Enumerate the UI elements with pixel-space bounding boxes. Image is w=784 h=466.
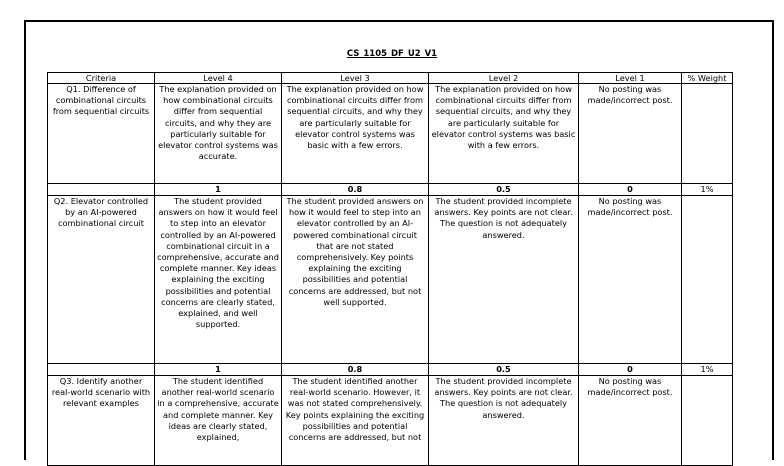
level-1-cell: No posting was made/incorrect post. bbox=[579, 196, 682, 364]
document-title: CS 1105 DF U2 V1 bbox=[346, 49, 438, 59]
table-row bbox=[48, 84, 733, 184]
header-level-3: Level 3 bbox=[282, 73, 429, 84]
level-3-cell: The explanation provided on how combinational circuits differ from sequential circuits, and why they are particularly suitable for elevator control systems was basic with a few errors. bbox=[282, 84, 429, 184]
header-level-4: Level 4 bbox=[155, 73, 282, 84]
score-level-1: 0 bbox=[579, 184, 682, 196]
level-2-cell: The student provided incomplete answers. Key points are not clear. The question is not adequately answered. bbox=[429, 196, 579, 364]
score-level-4: 1 bbox=[155, 184, 282, 196]
score-blank-cell bbox=[48, 364, 155, 376]
score-level-2: 0.5 bbox=[429, 184, 579, 196]
level-1-cell: No posting was made/incorrect post. bbox=[579, 84, 682, 184]
header-criteria: Criteria bbox=[48, 73, 155, 84]
level-2-cell: The explanation provided on how combinational circuits differ from sequential circuits, and why they are particularly suitable for elevator control systems was basic with a few errors. bbox=[429, 84, 579, 184]
score-row bbox=[48, 364, 733, 376]
header-row bbox=[48, 73, 733, 84]
score-level-1: 0 bbox=[579, 364, 682, 376]
header-level-1: Level 1 bbox=[579, 73, 682, 84]
weight-cell bbox=[682, 196, 733, 364]
score-level-2: 0.5 bbox=[429, 364, 579, 376]
weight-cell bbox=[682, 376, 733, 466]
level-3-cell: The student provided answers on how it would feel to step into an elevator controlled by an AI-powered combinational circuit that are not stated comprehensively. Key points explaining the exciting possibilities and potential concerns are addressed, but not well supported. bbox=[282, 196, 429, 364]
level-4-cell: The student identified another real-world scenario in a comprehensive, accurate and complete manner. Key ideas are clearly stated, explained, bbox=[155, 376, 282, 466]
score-weight: 1% bbox=[682, 184, 733, 196]
level-4-cell: The student provided answers on how it would feel to step into an elevator controlled by an AI-powered combinational circuit in a comprehensive, accurate and complete manner. Key ideas explaining the exciting possibilities and potential concerns are clearly stated, explained, and well supported. bbox=[155, 196, 282, 364]
header-weight: % Weight bbox=[682, 73, 733, 84]
score-level-3: 0.8 bbox=[282, 364, 429, 376]
table-row bbox=[48, 376, 733, 466]
score-weight: 1% bbox=[682, 364, 733, 376]
weight-cell bbox=[682, 84, 733, 184]
score-blank-cell bbox=[48, 184, 155, 196]
score-level-4: 1 bbox=[155, 364, 282, 376]
score-level-3: 0.8 bbox=[282, 184, 429, 196]
level-1-cell: No posting was made/incorrect post. bbox=[579, 376, 682, 466]
table-row bbox=[48, 196, 733, 364]
criteria-cell: Q1. Difference of combinational circuits from sequential circuits bbox=[48, 84, 155, 184]
level-2-cell: The student provided incomplete answers. Key points are not clear. The question is not adequately answered. bbox=[429, 376, 579, 466]
rubric-table bbox=[47, 72, 733, 466]
level-4-cell: The explanation provided on how combinational circuits differ from sequential circuits, and why they are particularly suitable for elevator control systems was accurate. bbox=[155, 84, 282, 184]
level-3-cell: The student identified another real-world scenario. However, it was not stated comprehensively. Key points explaining the exciting possibilities and potential concerns are addressed, but not bbox=[282, 376, 429, 466]
criteria-cell: Q3. Identify another real-world scenario with relevant examples bbox=[48, 376, 155, 466]
header-level-2: Level 2 bbox=[429, 73, 579, 84]
score-row bbox=[48, 184, 733, 196]
criteria-cell: Q2. Elevator controlled by an AI-powered combinational circuit bbox=[48, 196, 155, 364]
